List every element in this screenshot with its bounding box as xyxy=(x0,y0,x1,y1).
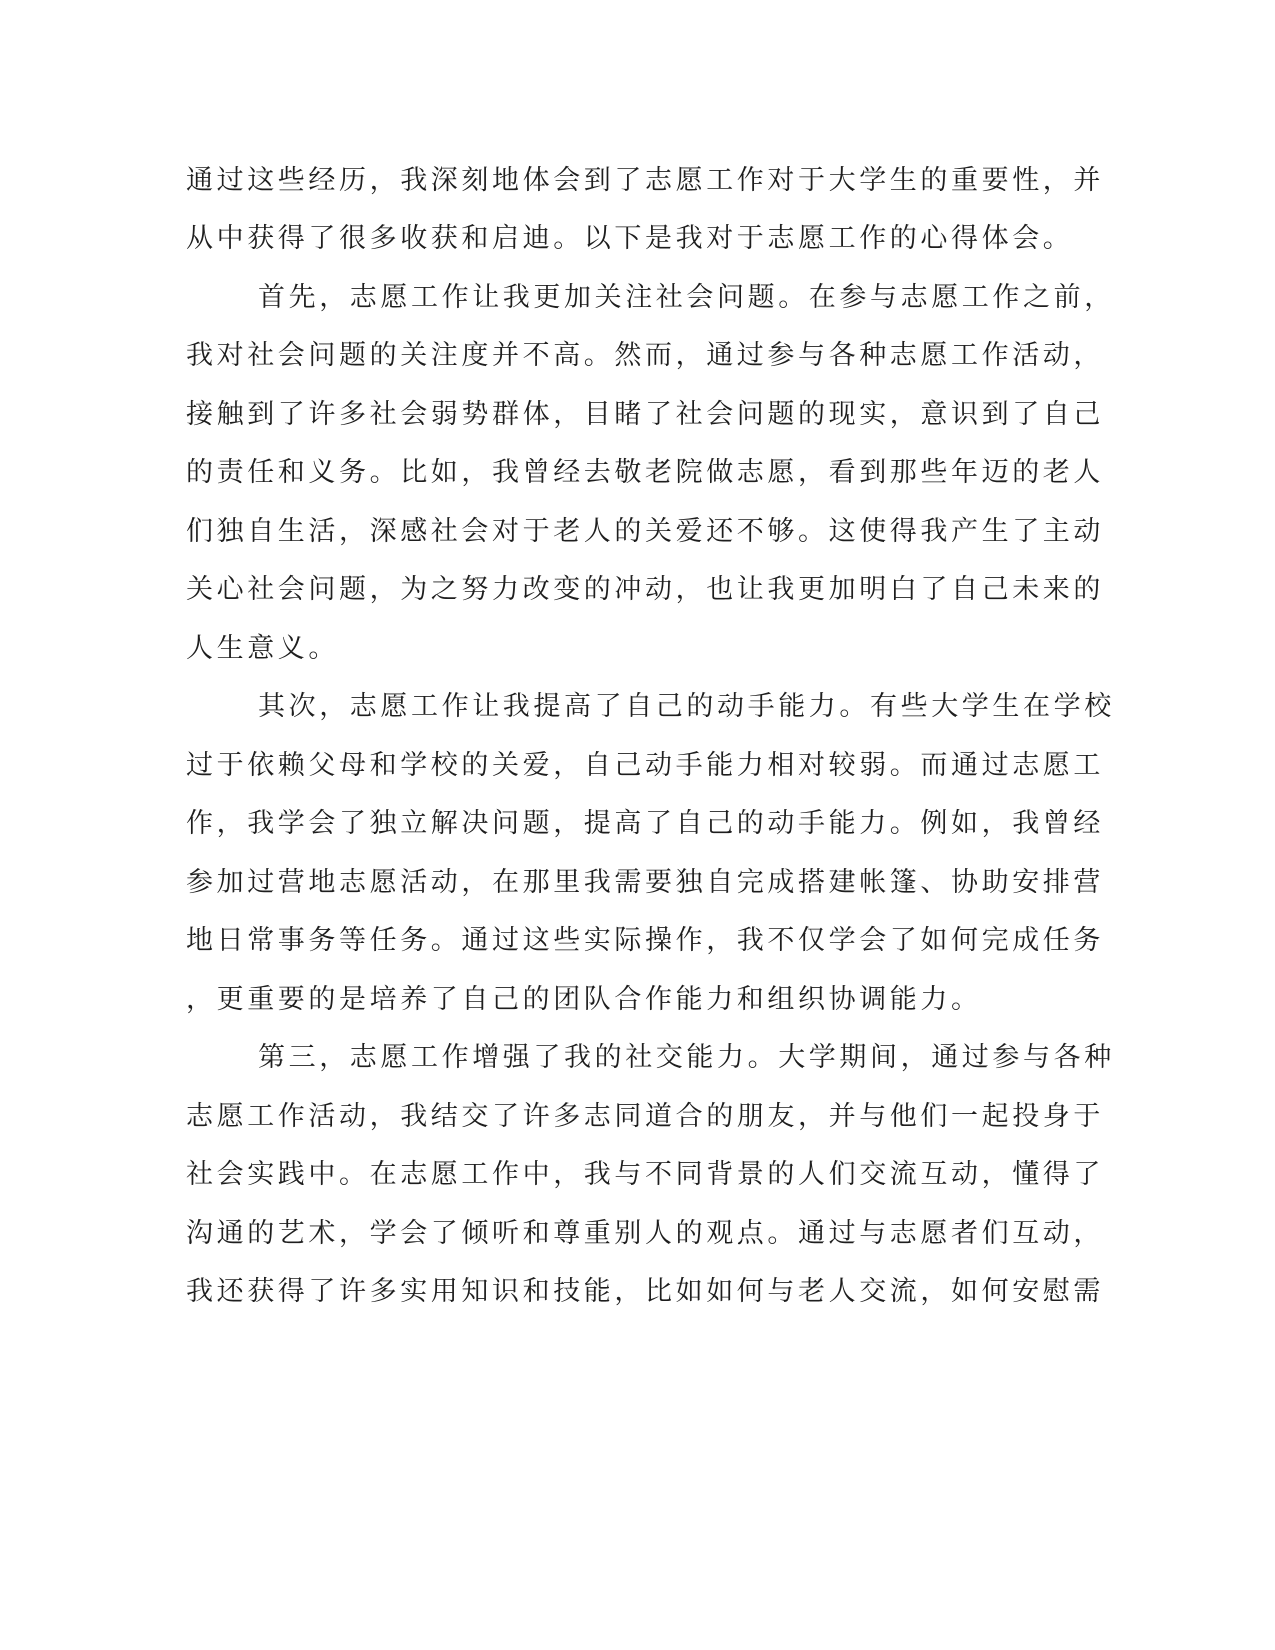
text-line: 的责任和义务。比如，我曾经去敬老院做志愿，看到那些年迈的老人 xyxy=(186,457,1104,488)
text-line: 过于依赖父母和学校的关爱，自己动手能力相对较弱。而通过志愿工 xyxy=(186,750,1104,781)
text-line: 人生意义。 xyxy=(186,633,339,664)
paragraph-first-line: 首先，志愿工作让我更加关注社会问题。在参与志愿工作之前， xyxy=(258,282,1115,313)
paragraph-first-line: 第三，志愿工作增强了我的社交能力。大学期间，通过参与各种 xyxy=(258,1042,1115,1073)
text-line: 接触到了许多社会弱势群体，目睹了社会问题的现实，意识到了自己 xyxy=(186,399,1104,430)
text-line: 志愿工作活动，我结交了许多志同道合的朋友，并与他们一起投身于 xyxy=(186,1101,1104,1132)
paragraph-first-line: 其次，志愿工作让我提高了自己的动手能力。有些大学生在学校 xyxy=(258,691,1115,722)
text-line: 我还获得了许多实用知识和技能，比如如何与老人交流，如何安慰需 xyxy=(186,1276,1104,1307)
text-line: 我对社会问题的关注度并不高。然而，通过参与各种志愿工作活动， xyxy=(186,340,1104,371)
text-line: 地日常事务等任务。通过这些实际操作，我不仅学会了如何完成任务 xyxy=(186,925,1104,956)
text-line: 作，我学会了独立解决问题，提高了自己的动手能力。例如，我曾经 xyxy=(186,808,1104,839)
text-line: 通过这些经历，我深刻地体会到了志愿工作对于大学生的重要性，并 xyxy=(186,165,1104,196)
text-line: 从中获得了很多收获和启迪。以下是我对于志愿工作的心得体会。 xyxy=(186,223,1074,254)
text-line: 们独自生活，深感社会对于老人的关爱还不够。这使得我产生了主动 xyxy=(186,516,1104,547)
text-line: 沟通的艺术，学会了倾听和尊重别人的观点。通过与志愿者们互动， xyxy=(186,1218,1104,1249)
text-line: 关心社会问题，为之努力改变的冲动，也让我更加明白了自己未来的 xyxy=(186,574,1104,605)
text-line: ，更重要的是培养了自己的团队合作能力和组织协调能力。 xyxy=(186,984,982,1015)
text-line: 参加过营地志愿活动，在那里我需要独自完成搭建帐篷、协助安排营 xyxy=(186,867,1104,898)
text-line: 社会实践中。在志愿工作中，我与不同背景的人们交流互动，懂得了 xyxy=(186,1159,1104,1190)
